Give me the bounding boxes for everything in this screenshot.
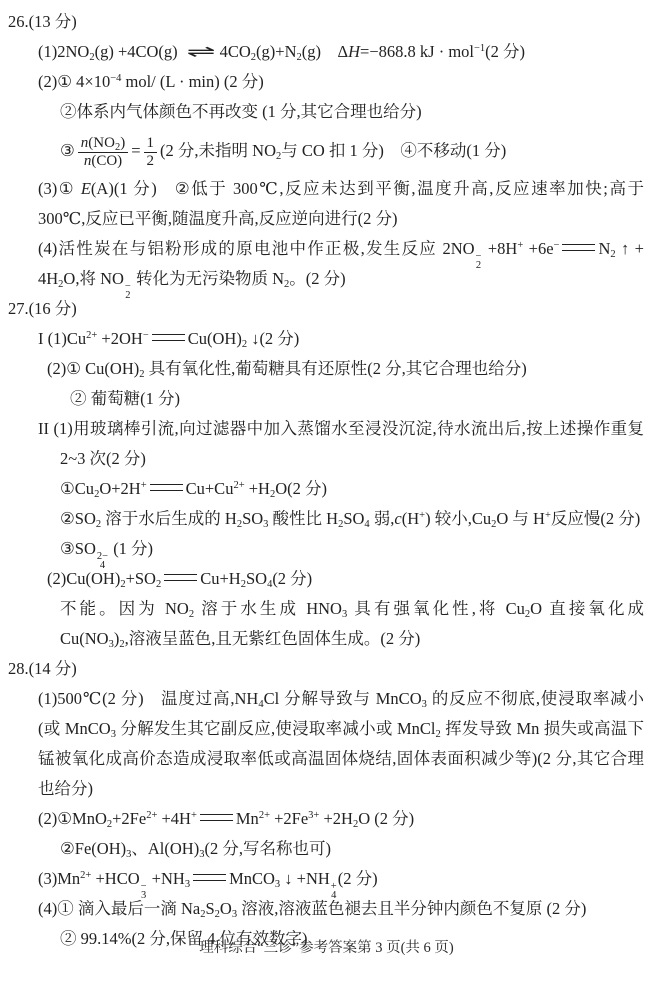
subscript: 2 [241, 339, 248, 350]
text-run: (2 分) [272, 569, 313, 588]
text-run: 转化为无污染物质 N [131, 269, 285, 288]
text-run: ↓(2 分) [247, 329, 300, 348]
chem-equals-sign [200, 814, 233, 821]
doc-line [0, 234, 653, 271]
text-run: Mn [235, 809, 259, 828]
text-run: ) [120, 134, 126, 151]
doc-line [0, 97, 653, 127]
superscript: 2+ [233, 480, 245, 491]
subscript: 2 [284, 279, 290, 290]
text-run: ②Fe(OH) [60, 839, 127, 858]
page-footer: 理科综合“三诊”参考答案第 3 页(共 6 页) [199, 940, 454, 956]
text-run: O+2H [99, 479, 141, 498]
subscript: 3 [231, 909, 238, 920]
stack-superscript: − [475, 251, 482, 262]
doc-line [0, 127, 653, 174]
doc-line [0, 804, 653, 834]
superscript: + [517, 240, 524, 251]
doc-line [0, 204, 653, 234]
doc-line [0, 744, 653, 774]
subscript: 3 [341, 609, 348, 620]
superscript: 3+ [308, 810, 320, 821]
text-run: O(2 分) [275, 479, 328, 498]
text-run: SO [245, 569, 268, 588]
subscript: 2 [275, 151, 282, 162]
text-run: 溶液,溶液蓝色褪去且半分钟内颜色不复原 (2 分) [237, 899, 587, 918]
text-run: 。(2 分) [289, 269, 346, 288]
superscript: −1 [474, 43, 486, 54]
superscript: + [419, 510, 426, 521]
text-run: 溶于水后生成的 H [101, 509, 237, 528]
subscript: 3 [274, 879, 281, 890]
text-run: +2Fe [269, 809, 309, 828]
stack-superscript: + [330, 881, 337, 892]
chem-equals-sign [152, 334, 185, 341]
superscript: + [140, 480, 147, 491]
stack-superscript: − [124, 281, 131, 292]
text-run: 27.(16 分) [8, 299, 77, 318]
superscript: + [190, 810, 197, 821]
doc-line [0, 354, 653, 384]
subscript: 2 [240, 579, 246, 590]
fraction-denominator [144, 153, 158, 170]
text-run: (3)① [38, 179, 81, 198]
subscript: 2 [139, 369, 145, 380]
text-run: ) [113, 629, 120, 648]
math-variable: E [80, 179, 91, 198]
text-run: O,将 NO [63, 269, 124, 288]
doc-line [0, 384, 653, 414]
text-run: II (1)用玻璃棒引流,向过滤器中加入蒸馏水至浸没沉淀,待水流出后,按上述操作重复 [38, 419, 644, 438]
text-run: 挥发导致 Mn 损失或高温下 [440, 719, 645, 738]
ion-charge-stack [125, 282, 131, 300]
subscript: 2 [114, 141, 121, 153]
text-run: +8H [482, 239, 518, 258]
subscript: 4 [267, 579, 273, 590]
text-run: 具有氧化性,葡萄糖具有还原性(2 分,其它合理也给分) [144, 359, 527, 378]
text-run: +2Fe [112, 809, 147, 828]
math-variable: c [394, 509, 402, 528]
text-run: (g) Δ [301, 42, 349, 61]
text-run: O 直接氧化成 [530, 599, 644, 618]
chem-equals-sign [193, 874, 226, 881]
superscript: − [553, 240, 560, 251]
equilibrium-arrow-icon: ⇌ [186, 42, 216, 61]
doc-line [0, 67, 653, 97]
superscript: 2+ [146, 810, 158, 821]
text-run: SO [242, 509, 264, 528]
text-run: ② 99.14%(2 分,保留 4 位有效数字) [60, 929, 308, 948]
doc-line [0, 324, 653, 354]
text-run: +2H [319, 809, 353, 828]
stack-subscript: 4 [99, 560, 106, 571]
doc-line [0, 444, 653, 474]
text-run: 分解发生其它副反应,使浸取率减小或 MnCl [115, 719, 436, 738]
doc-line [0, 564, 653, 594]
text-run: (4)① 滴入最后一滴 Na [38, 899, 201, 918]
doc-line [0, 504, 653, 534]
text-run: 28.(14 分) [8, 659, 77, 678]
doc-line [0, 654, 653, 684]
stack-subscript: 4 [331, 890, 337, 901]
doc-line [0, 37, 653, 67]
doc-line [0, 714, 653, 744]
text-run: ①Cu [60, 479, 95, 498]
text-run: (H [401, 509, 420, 528]
subscript: 4 [364, 519, 370, 530]
text-run: (2)Cu(OH) [47, 569, 121, 588]
ion-charge-stack [476, 252, 482, 270]
text-run: S [205, 899, 215, 918]
text-run: +6e [523, 239, 554, 258]
text-run: Cu(OH) [187, 329, 242, 348]
text-run: 1 [146, 134, 155, 151]
text-run: (NO [88, 134, 115, 151]
superscript: 2+ [80, 870, 92, 881]
text-run: (1)500℃(2 分) 温度过高,NH [38, 689, 259, 708]
chem-equals-sign [562, 244, 595, 251]
text-run: I (1)Cu [38, 329, 87, 348]
fraction-numerator [144, 135, 158, 153]
doc-line [0, 624, 653, 654]
stack-subscript: 2 [475, 260, 482, 271]
text-run: = [131, 141, 141, 160]
subscript: 3 [421, 699, 427, 710]
text-run: 也给分) [38, 779, 93, 798]
text-run: ) 较小,Cu [425, 509, 492, 528]
fraction-numerator [78, 135, 128, 153]
text-run: ②SO [60, 509, 96, 528]
doc-line [0, 7, 653, 37]
text-run: ↑ + [615, 239, 644, 258]
text-run: =−868.8 kJ · mol [360, 42, 474, 61]
text-run: (2)① Cu(OH) [47, 359, 140, 378]
stack-subscript: 2 [125, 290, 131, 301]
doc-line [0, 174, 653, 204]
text-run: (g) +4CO(g) [94, 42, 182, 61]
text-run: 与 CO 扣 1 分) ④不移动(1 分) [281, 141, 507, 160]
text-run: 2~3 次(2 分) [60, 449, 146, 468]
fraction-denominator [81, 153, 125, 170]
stack-subscript: 3 [140, 890, 147, 901]
chem-equals-sign [164, 574, 197, 581]
text-run: O 与 H [496, 509, 545, 528]
subscript: 4 [258, 699, 264, 710]
text-run: Cu+Cu [185, 479, 234, 498]
subscript: 2 [89, 52, 95, 63]
text-run: 反应慢(2 分) [550, 509, 641, 528]
text-run: +SO [125, 569, 156, 588]
superscript: 2+ [86, 330, 98, 341]
text-run: ② 葡萄糖(1 分) [70, 389, 180, 408]
text-run: mol/ (L · min) (2 分) [121, 72, 264, 91]
doc-line [0, 834, 653, 864]
fraction [78, 135, 128, 170]
text-run: 4CO [219, 42, 251, 61]
text-run: O (2 分) [358, 809, 415, 828]
text-run: SO [343, 509, 365, 528]
text-run: 不能。因为 NO [60, 599, 189, 618]
doc-line [0, 264, 653, 301]
subscript: 2 [250, 52, 257, 63]
superscript: −4 [110, 73, 122, 84]
text-run: (4)活性炭在与铝粉形成的原电池中作正极,发生反应 2NO [38, 239, 475, 258]
doc-line [0, 294, 653, 324]
text-run: 锰被氧化成高价态造成浸取率低或高温固体烧结,固体表面积减少等)(2 分,其它合理 [38, 749, 644, 768]
text-run: (1 分) [109, 539, 154, 558]
text-run: 溶于水生成 HNO [194, 599, 342, 618]
text-run: +H [244, 479, 270, 498]
subscript: 2 [338, 519, 344, 530]
text-run: ③ [60, 141, 75, 160]
subscript: 2 [119, 639, 125, 650]
subscript: 2 [214, 909, 220, 920]
fraction [144, 135, 158, 170]
text-run: Cu+H [200, 569, 241, 588]
subscript: 2 [188, 609, 195, 620]
subscript: 3 [199, 849, 205, 860]
text-run: Cu(NO [60, 629, 109, 648]
text-run: (或 MnCO [38, 719, 111, 738]
text-run: (2)① 4×10 [38, 72, 111, 91]
subscript: 2 [352, 819, 359, 830]
math-variable: n [80, 134, 89, 151]
subscript: 2 [94, 489, 100, 500]
subscript: 2 [58, 279, 64, 290]
doc-line [0, 414, 653, 444]
text-run: 、Al(OH) [131, 839, 200, 858]
text-run: 4H [38, 269, 59, 288]
subscript: 2 [610, 249, 616, 260]
math-variable: H [348, 42, 361, 61]
text-run: 弱, [369, 509, 395, 528]
text-run: O [219, 899, 232, 918]
subscript: 2 [435, 729, 441, 740]
text-run: N [598, 239, 611, 258]
text-run: 具有强氧化性,将 Cu [347, 599, 525, 618]
text-run: +2OH [97, 329, 143, 348]
subscript: 3 [126, 849, 132, 860]
text-run: (2 分,未指明 NO [160, 141, 276, 160]
text-run: +HCO [91, 869, 140, 888]
superscript: − [142, 330, 149, 341]
subscript: 2 [95, 519, 102, 530]
subscript: 2 [296, 52, 302, 63]
doc-line [0, 864, 653, 901]
text-run: ②体系内气体颜色不再改变 (1 分,其它合理也给分) [60, 102, 422, 121]
doc-line [0, 774, 653, 804]
text-run: (CO) [91, 152, 123, 169]
text-run: (1)2NO [38, 42, 90, 61]
doc-line [0, 894, 653, 924]
subscript: 3 [108, 639, 114, 650]
doc-line [0, 534, 653, 571]
document-body [0, 7, 653, 954]
text-run: ↓ +NH [280, 869, 330, 888]
subscript: 2 [120, 579, 126, 590]
doc-line [0, 474, 653, 504]
text-run: (2)①MnO [38, 809, 107, 828]
text-run: (3)Mn [38, 869, 81, 888]
text-run: 2 [146, 152, 155, 169]
subscript: 3 [110, 729, 116, 740]
text-run: ③SO [60, 539, 96, 558]
chem-equals-sign [150, 484, 183, 491]
subscript: 2 [106, 819, 113, 830]
doc-line [0, 594, 653, 624]
text-run: (g)+N [256, 42, 297, 61]
subscript: 2 [269, 489, 276, 500]
text-run: 的反应不彻底,使浸取率减小 [426, 689, 644, 708]
text-run: ,溶液呈蓝色,且无紫红色固体生成。(2 分) [124, 629, 421, 648]
subscript: 3 [184, 879, 191, 890]
text-run: 300℃,反应已平衡,随温度升高,反应逆向进行(2 分) [38, 209, 398, 228]
text-run: (2 分) [337, 869, 378, 888]
subscript: 2 [236, 519, 243, 530]
subscript: 2 [200, 909, 206, 920]
text-run: 26.(13 分) [8, 12, 77, 31]
superscript: 2+ [258, 810, 270, 821]
subscript: 2 [524, 609, 531, 620]
text-run: Cl 分解导致与 MnCO [263, 689, 422, 708]
text-run: +4H [157, 809, 191, 828]
text-run: +NH [147, 869, 185, 888]
text-run: 酸性比 H [268, 509, 339, 528]
text-run: (2 分) [485, 42, 526, 61]
math-variable: n [83, 152, 92, 169]
text-run: (2 分,写名称也可) [204, 839, 331, 858]
stack-superscript: − [140, 881, 147, 892]
subscript: 3 [263, 519, 269, 530]
text-run: MnCO [229, 869, 275, 888]
doc-line [0, 684, 653, 714]
superscript: + [544, 510, 551, 521]
subscript: 2 [155, 579, 162, 590]
subscript: 2 [491, 519, 497, 530]
stack-superscript: 2− [96, 551, 109, 562]
text-run: (A)(1 分) ②低于 300℃,反应未达到平衡,温度升高,反应速率加快;高于 [90, 179, 644, 198]
